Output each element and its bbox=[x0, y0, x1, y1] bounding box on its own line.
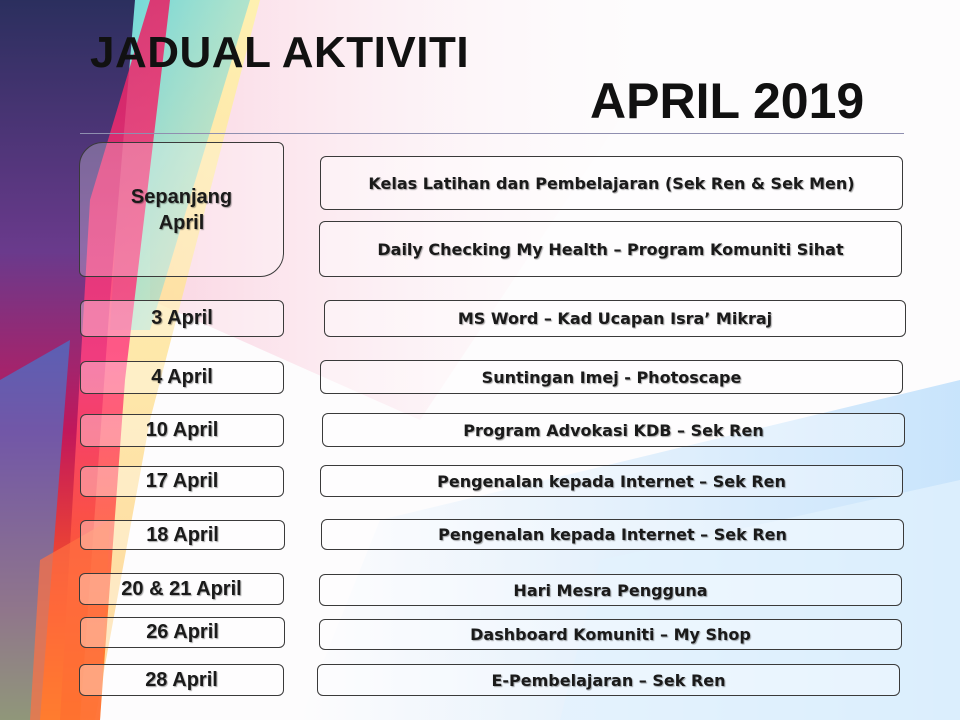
activity-label: Suntingan Imej - Photoscape bbox=[481, 367, 742, 387]
date-label: 20 & 21 April bbox=[121, 577, 242, 600]
date-label: 3 April bbox=[151, 307, 213, 329]
activity-pengenalan-internet-18 bbox=[321, 519, 904, 550]
activity-label: E-Pembelajaran – Sek Ren bbox=[491, 670, 726, 690]
date-3-april bbox=[80, 300, 284, 337]
date-label: Sepanjang April bbox=[130, 185, 233, 234]
activity-pengenalan-internet-17 bbox=[320, 465, 903, 497]
activity-label: Pengenalan kepada Internet – Sek Ren bbox=[437, 471, 786, 491]
activity-kelas-latihan bbox=[320, 156, 903, 210]
activity-label: Pengenalan kepada Internet – Sek Ren bbox=[438, 525, 787, 544]
activity-daily-checking bbox=[319, 221, 902, 277]
date-18-april bbox=[80, 520, 285, 550]
activity-program-advokasi bbox=[322, 413, 905, 447]
date-sepanjang-april bbox=[79, 142, 284, 277]
activity-label: Kelas Latihan dan Pembelajaran (Sek Ren & Sek Men) bbox=[368, 173, 855, 193]
page-subtitle: APRIL 2019 bbox=[590, 73, 865, 129]
activity-label: Dashboard Komuniti – My Shop bbox=[470, 625, 751, 644]
date-label: 4 April bbox=[151, 366, 213, 388]
date-label: 18 April bbox=[146, 523, 219, 546]
date-label: 26 April bbox=[146, 621, 219, 643]
activity-suntingan-imej bbox=[320, 360, 903, 394]
date-label: 28 April bbox=[145, 668, 218, 691]
date-26-april bbox=[80, 617, 285, 648]
date-20-21-april bbox=[79, 573, 284, 605]
activity-ms-word bbox=[324, 300, 906, 337]
date-4-april bbox=[80, 361, 284, 394]
date-10-april bbox=[80, 414, 284, 447]
date-28-april bbox=[79, 664, 284, 696]
activity-dashboard-komuniti bbox=[319, 619, 902, 650]
date-label: 10 April bbox=[145, 419, 219, 441]
date-label: 17 April bbox=[145, 470, 219, 492]
date-17-april bbox=[80, 466, 284, 497]
activity-label: Program Advokasi KDB – Sek Ren bbox=[463, 420, 764, 440]
activity-label: MS Word – Kad Ucapan Isra’ Mikraj bbox=[457, 309, 773, 328]
activity-e-pembelajaran bbox=[317, 664, 900, 696]
activity-hari-mesra bbox=[319, 574, 902, 606]
page-title: JADUAL AKTIVITI bbox=[90, 28, 470, 77]
title-divider bbox=[80, 133, 904, 134]
activity-label: Hari Mesra Pengguna bbox=[513, 580, 708, 600]
activity-label: Daily Checking My Health – Program Komuniti Sihat bbox=[377, 239, 844, 259]
